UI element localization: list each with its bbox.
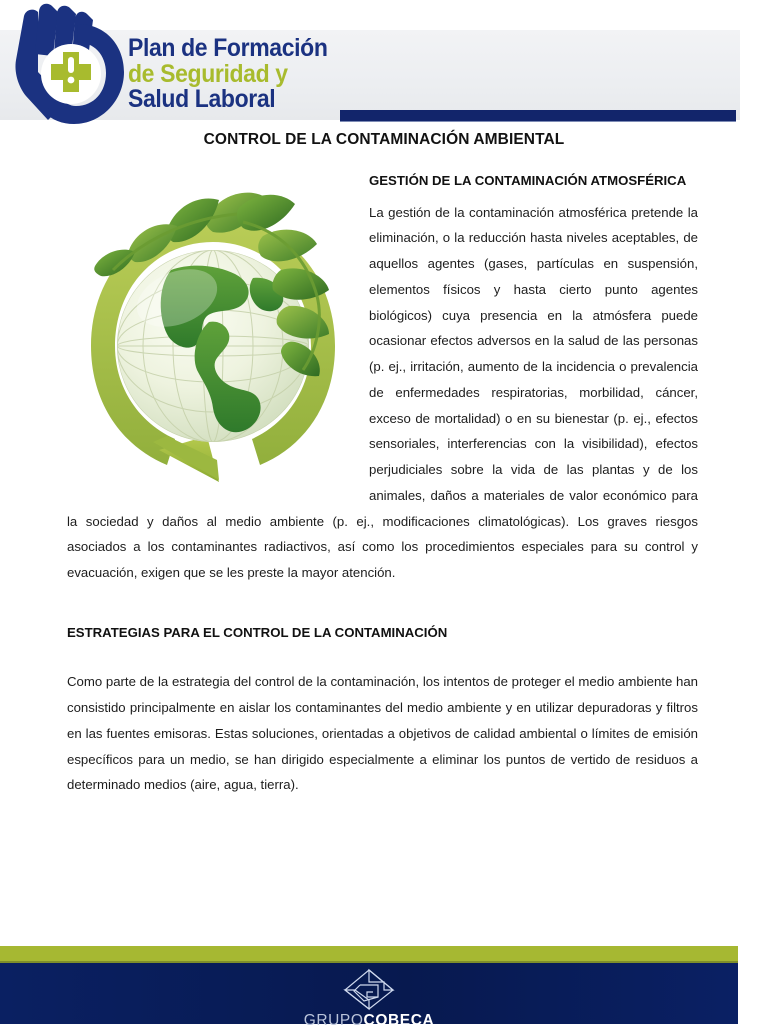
- brand-line-1: Plan de Formación: [128, 34, 328, 62]
- footer-green-bar: [0, 946, 738, 963]
- footer-wordmark: [289, 1012, 449, 1030]
- section-2-heading: ESTRATEGIAS PARA EL CONTROL DE LA CONTAMINACIÓN: [67, 624, 448, 640]
- ok-hand-with-medical-cross-icon: [8, 2, 128, 130]
- green-globe-with-leaves-and-recycling-arrow-image: [67, 174, 359, 504]
- header-navy-rule: [340, 110, 736, 122]
- document-content: [67, 168, 698, 798]
- footer-navy-bar: [0, 963, 738, 1029]
- page-header: [0, 0, 768, 124]
- section-2-paragraph: Como parte de la estrategia del control de la contaminación, los intentos de proteger el medio ambiente han consistido principalmente en aislar los contaminantes del medio ambiente y en utilizar depuradoras y filtros en las fuentes emisoras. Estas soluciones, orientadas a objetivos de calidad ambiental o límites de emisión específicos para un medio, se han dirigido especialmente a eliminar los puntos de vertido de residuos a determinado medios (aire, agua, tierra).: [67, 674, 698, 793]
- page-footer: [0, 946, 738, 1029]
- grupo-cobeca-diamond-g-monogram-icon: [340, 967, 398, 1011]
- section-1-heading: GESTIÓN DE LA CONTAMINACIÓN ATMOSFÉRICA: [369, 173, 687, 188]
- page-title: CONTROL DE LA CONTAMINACIÓN AMBIENTAL: [203, 131, 565, 148]
- brand-wordmark: [128, 36, 358, 113]
- section-1-paragraph: La gestión de la contaminación atmosférica pretende la eliminación, o la reducción hasta niveles aceptables, de aquellos agentes (gases, partículas en suspensión, elementos físicos y hasta cierto punto agentes biológicos) cuya presencia en la atmósfera puede ocasionar efectos adversos en la salud de las personas (p. ej., irritación, aumento de la incidencia o prevalencia de enfermedades respiratorias, morbilidad, cáncer, exceso de mortalidad) o en su bienestar (p. ej., efectos sensoriales, interferencias con la visibilidad), efectos perjudiciales sobre la vida de las plantas y de los animales, daños a materiales de valor económico para la sociedad y daños al medio ambiente (p. ej., modificaciones climatológicas). Los graves riesgos asociados a los contaminantes radiactivos, así como los procedimientos especiales para su control y evacuación, exigen que se les preste la mayor atención.: [67, 204, 698, 581]
- brand-line-2: de Seguridad y: [128, 59, 288, 88]
- brand-line-3: Salud Laboral: [128, 85, 276, 113]
- footer-wordmark-bold: COBECA: [363, 1012, 435, 1029]
- footer-logo: [289, 967, 449, 1030]
- footer-wordmark-light: GRUPO: [303, 1012, 364, 1029]
